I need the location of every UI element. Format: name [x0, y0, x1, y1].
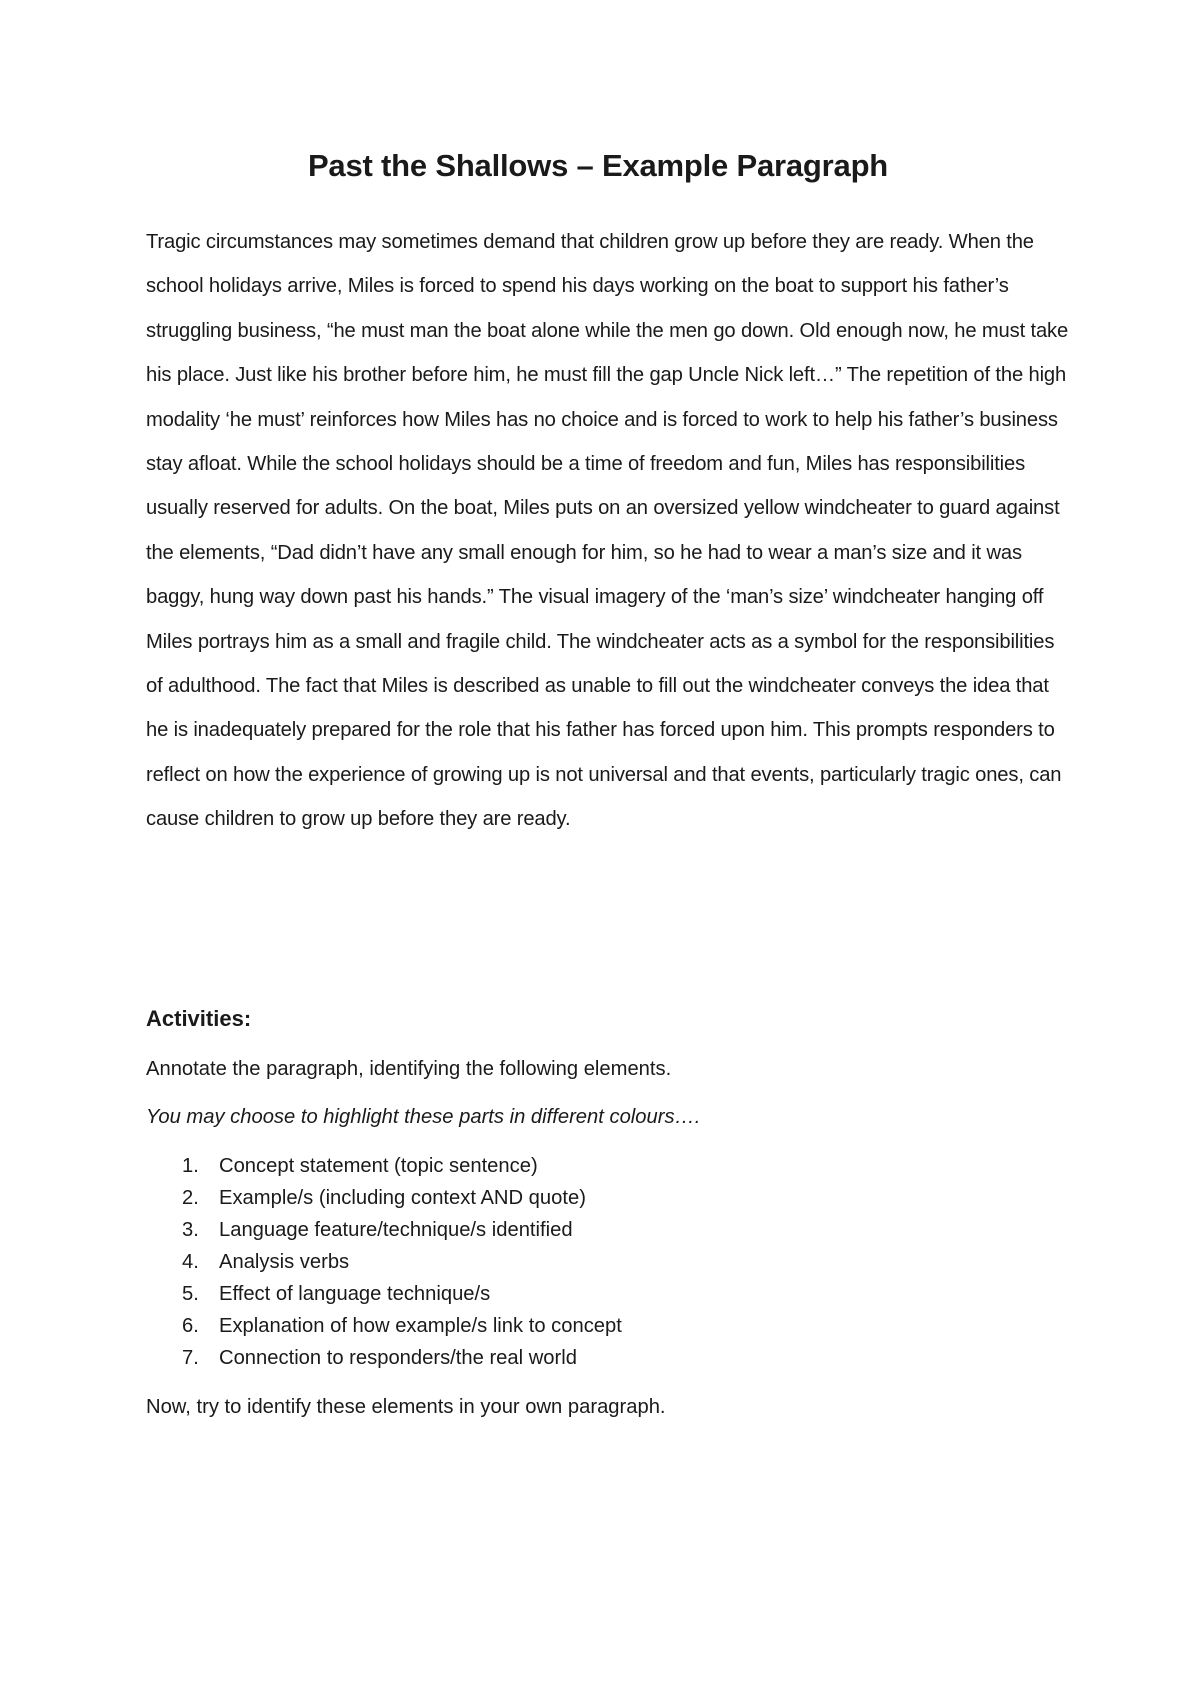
list-item [146, 1150, 622, 1182]
list-item-number: 2. [182, 1187, 199, 1209]
list-item-number: 7. [182, 1347, 199, 1369]
list-item-number: 6. [182, 1315, 199, 1337]
list-item-label: Explanation of how example/s link to concept [219, 1315, 622, 1337]
page-title: Past the Shallows – Example Paragraph [307, 148, 889, 183]
activities-instruction: Annotate the paragraph, identifying the following elements. [146, 1058, 672, 1080]
list-item [146, 1214, 622, 1246]
list-item [146, 1310, 622, 1342]
list-item-label: Effect of language technique/s [219, 1283, 491, 1305]
example-paragraph: Tragic circumstances may sometimes demand that children grow up before they are ready. When the school holidays arrive, Miles is forced to spend his days working on the boat to support his father’s struggling business, “he must man the boat alone while the men go down. Old enough now, he must take his place. Just like his brother before him, he must fill the gap Uncle Nick left…” The repetition of the high modality ‘he must’ reinforces how Miles has no choice and is forced to work to help his father’s business stay afloat. While the school holidays should be a time of freedom and fun, Miles has responsibilities usually reserved for adults. On the boat, Miles puts on an oversized yellow windcheater to guard against the elements, “Dad didn’t have any small enough for him, so he had to wear a man’s size and it was baggy, hung way down past his hands.” The visual imagery of the ‘man’s size’ windcheater hanging off Miles portrays him as a small and fragile child. The windcheater acts as a symbol for the responsibilities of adulthood. The fact that Miles is described as unable to fill out the windcheater conveys the idea that he is inadequately prepared for the role that his father has forced upon him. This prompts responders to reflect on how the experience of growing up is not universal and that events, particularly tragic ones, can cause children to grow up before they are ready. [146, 231, 1069, 831]
activities-hint: You may choose to highlight these parts in different colours…. [146, 1106, 701, 1128]
closing-instruction: Now, try to identify these elements in your own paragraph. [146, 1396, 666, 1418]
list-item-number: 5. [182, 1283, 199, 1305]
list-item-label: Connection to responders/the real world [219, 1347, 577, 1369]
list-item-number: 1. [182, 1155, 199, 1177]
list-item-number: 4. [182, 1251, 199, 1273]
list-item [146, 1246, 622, 1278]
elements-list [146, 1150, 622, 1374]
activities-heading: Activities: [146, 1006, 252, 1031]
list-item [146, 1278, 622, 1310]
list-item-number: 3. [182, 1219, 199, 1241]
list-item-label: Concept statement (topic sentence) [219, 1155, 538, 1177]
list-item-label: Analysis verbs [219, 1251, 350, 1273]
list-item-label: Example/s (including context AND quote) [219, 1187, 586, 1209]
list-item [146, 1342, 622, 1374]
list-item-label: Language feature/technique/s identified [219, 1219, 573, 1241]
list-item [146, 1182, 622, 1214]
